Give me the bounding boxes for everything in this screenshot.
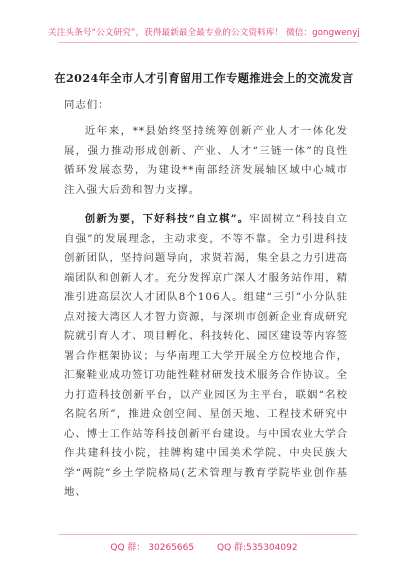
paragraph-innovation (64, 210, 348, 503)
paragraph-innovation-lead: 创新为要，下好科技“自立棋”。 (84, 213, 250, 225)
paragraph-intro-text: 近年来，**县始终坚持统筹创新产业人才一体化发展，强力推动形成创新、产业、人才“三链一体”的良性循环发展态势，为建设**南部经济发展轴区域中心城市注入强大后劲和智力支撑。 (64, 125, 348, 196)
header-banner: 关注头条号“公文研究”，获得最新最全最专业的公文资料库！ 微信：gongwenyj (48, 28, 360, 38)
footer (0, 540, 408, 553)
footer-divider (58, 534, 358, 535)
footer-qq-group-2: QQ 群:535304092 (216, 543, 298, 553)
footer-qq-group-1: QQ 群： 30265665 (110, 543, 195, 553)
salutation: 同志们： (64, 99, 110, 111)
document-title: 在2024年全市人才引育留用工作专题推进会上的交流发言 (54, 71, 354, 85)
paragraph-innovation-body: 牢固树立“科技自立自强”的发展理念，主动求变，不等不靠。全力引进科技创新团队，坚持问题导向，求贤若渴，集全县之力引进高端团队和创新人才。充分发挥京广深人才服务站作用，精准引进高层次人才团队8个106人。组建“三引”小分队驻点对接大湾区人才智力资源，与深圳市创新企业育成研究院就引育人才、项目孵化、科技转化、园区建设等内容签署合作框架协议；与华南理工大学开展全方位校地合作，汇聚鞋业成功签订功能性鞋材研发技术服务合作协议。全力打造科技创新平台，以产业园区为主平台，联姻“名校名院名所”，推进众创空间、星创天地、工程技术研究中心、博士工作站等科技创新平台建设。与中国农业大学合作共建科技小院，挂牌构建中国美术学院、中央民族大学“两院”乡土学院格局(艺术管理与教育学院毕业创作基地、 (64, 213, 348, 498)
paragraph-intro (64, 122, 348, 200)
header-divider (58, 42, 358, 43)
